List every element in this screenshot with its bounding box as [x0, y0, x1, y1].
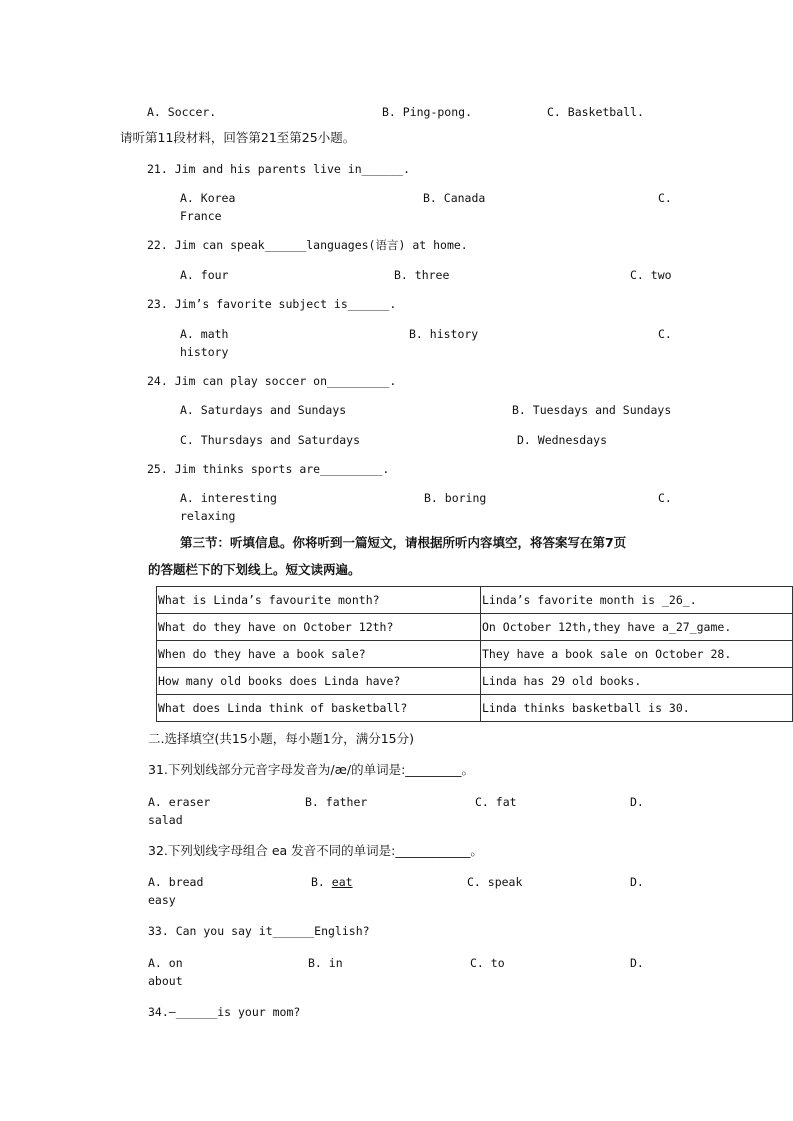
- q23-option-c-label: C.: [658, 327, 672, 341]
- q25-option-c-text: relaxing: [180, 509, 236, 523]
- q21-option-b: B. Canada: [423, 191, 486, 205]
- q31-option-b: B. father: [305, 795, 368, 809]
- q31-option-a: A. eraser: [148, 795, 211, 809]
- table-row: [157, 641, 793, 668]
- table-cell-answer: They have a book sale on October 28.: [481, 641, 793, 668]
- q25-stem: 25. Jim thinks sports are_________.: [147, 462, 390, 476]
- table-cell-question: How many old books does Linda have?: [157, 668, 481, 695]
- q32-stem: 32.下列划线字母组合 ea 发音不同的单词是:____________。: [148, 843, 483, 858]
- q33-stem: 33. Can you say it______English?: [148, 924, 370, 938]
- section-3-heading-line2: 的答题栏下的下划线上。短文读两遍。: [148, 562, 361, 577]
- table-cell-question: When do they have a book sale?: [157, 641, 481, 668]
- q31-stem: 31.下列划线部分元音字母发音为/æ/的单词是:_________。: [148, 762, 475, 777]
- q20-option-b: B. Ping-pong.: [382, 105, 473, 119]
- q24-option-b: B. Tuesdays and Sundays: [512, 403, 672, 417]
- table-cell-question: What do they have on October 12th?: [157, 614, 481, 641]
- table-row: [157, 587, 793, 614]
- q20-option-c: C. Basketball.: [547, 105, 644, 119]
- q32-option-b-label: B.: [311, 875, 332, 889]
- q21-stem: 21. Jim and his parents live in______.: [147, 162, 411, 176]
- q33-option-a: A. on: [148, 956, 183, 970]
- table-cell-question: What does Linda think of basketball?: [157, 695, 481, 722]
- q24-option-a: A. Saturdays and Sundays: [180, 403, 347, 417]
- q25-option-b: B. boring: [424, 491, 487, 505]
- q32-option-d-text: easy: [148, 893, 176, 907]
- q33-option-b: B. in: [308, 956, 343, 970]
- q32-option-d-label: D.: [630, 875, 644, 889]
- q22-option-b: B. three: [394, 268, 450, 282]
- q32-option-a: A. bread: [148, 875, 204, 889]
- q23-option-a: A. math: [180, 327, 229, 341]
- q25-option-c-label: C.: [658, 491, 672, 505]
- table-cell-question: What is Linda’s favourite month?: [157, 587, 481, 614]
- q22-option-a: A. four: [180, 268, 229, 282]
- table-row: [157, 695, 793, 722]
- table-cell-answer: Linda thinks basketball is 30.: [481, 695, 793, 722]
- q33-option-d-label: D.: [630, 956, 644, 970]
- q34-stem: 34.—______is your mom?: [148, 1005, 301, 1019]
- info-table: [156, 586, 793, 722]
- q32-option-b: [311, 875, 353, 889]
- section-11-instruction: 请听第11段材料，回答第21至第25小题。: [120, 130, 356, 145]
- q31-option-d-text: salad: [148, 813, 183, 827]
- table-row: [157, 614, 793, 641]
- q20-option-a: A. Soccer.: [147, 105, 217, 119]
- table-cell-answer: On October 12th,they have a_27_game.: [481, 614, 793, 641]
- q32-option-b-word: eat: [331, 875, 353, 889]
- q21-option-c-label: C.: [658, 191, 672, 205]
- q23-option-b: B. history: [409, 327, 479, 341]
- q31-option-d-label: D.: [630, 795, 644, 809]
- q22-stem: 22. Jim can speak______languages(语言) at home.: [147, 238, 468, 252]
- q21-option-a: A. Korea: [180, 191, 236, 205]
- section-3-heading-line1: 第三节：听填信息。你将听到一篇短文，请根据所听内容填空，将答案写在第7页: [180, 535, 627, 550]
- q24-stem: 24. Jim can play soccer on_________.: [147, 374, 397, 388]
- q21-option-c-text: France: [180, 209, 222, 223]
- q32-option-c: C. speak: [467, 875, 523, 889]
- q25-option-a: A. interesting: [180, 491, 277, 505]
- q24-option-d: D. Wednesdays: [517, 433, 608, 447]
- table-row: [157, 668, 793, 695]
- q22-option-c: C. two: [630, 268, 672, 282]
- q33-option-d-text: about: [148, 974, 183, 988]
- q31-option-c: C. fat: [475, 795, 517, 809]
- part-2-heading: 二.选择填空(共15小题，每小题1分，满分15分): [148, 731, 414, 746]
- q23-stem: 23. Jim’s favorite subject is______.: [147, 297, 397, 311]
- q33-option-c: C. to: [470, 956, 505, 970]
- table-cell-answer: Linda has 29 old books.: [481, 668, 793, 695]
- q24-option-c: C. Thursdays and Saturdays: [180, 433, 361, 447]
- table-cell-answer: Linda’s favorite month is _26_.: [481, 587, 793, 614]
- q23-option-c-text: history: [180, 345, 229, 359]
